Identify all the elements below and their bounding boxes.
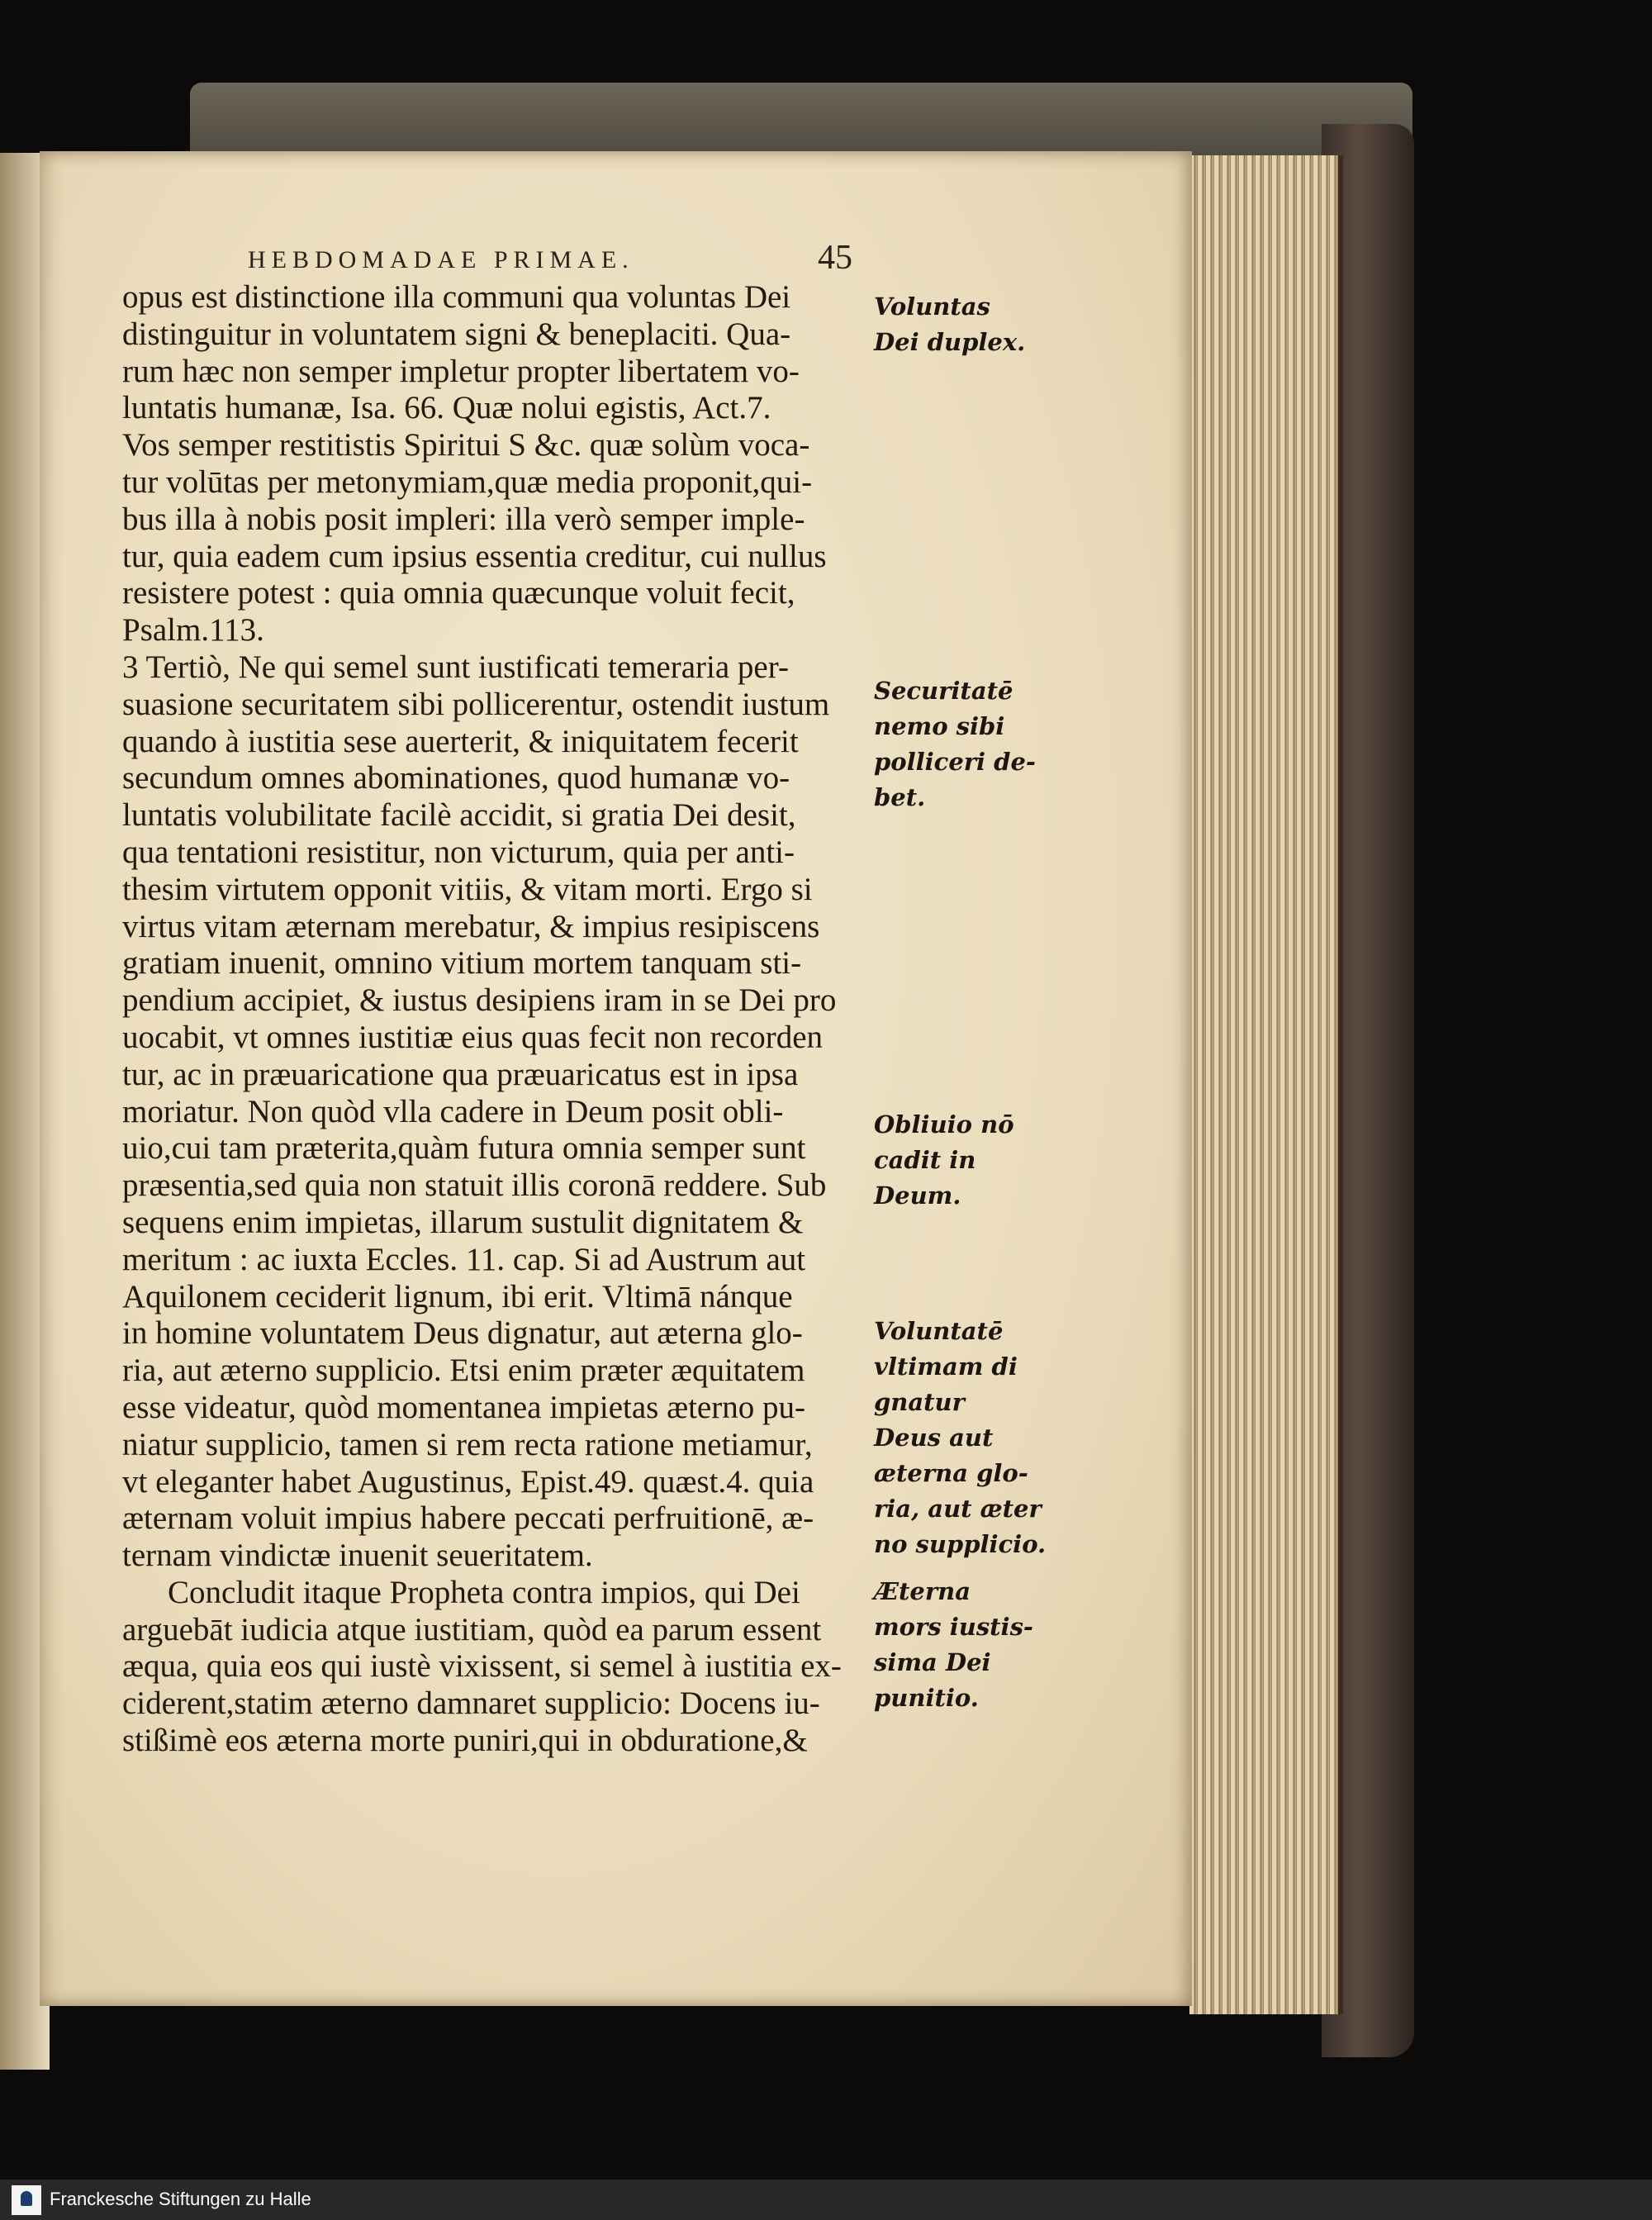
margin-note-line: Voluntas: [874, 292, 990, 321]
margin-note-line: ria, aut æter: [874, 1495, 1042, 1523]
margin-note-line: cadit in: [874, 1146, 976, 1174]
text-line: æternam voluit impius habere peccati perfruitionē, æ-: [122, 1500, 814, 1537]
text-line: distinguitur in voluntatem signi & beneplaciti. Qua-: [122, 316, 791, 352]
margin-note-line: mors iustis-: [874, 1613, 1033, 1641]
text-line: pendium accipiet, & iustus desipiens iram in se Dei pro: [122, 982, 837, 1019]
text-line: gratiam inuenit, omnino vitium mortem tanquam sti-: [122, 945, 802, 982]
text-line: arguebāt iudicia atque iustitiam, quòd ea parum essent: [122, 1611, 822, 1647]
text-line: quando à iustitia sese auerterit, & iniquitatem fecerit: [122, 723, 799, 759]
text-line: meritum : ac iuxta Eccles. 11. cap. Si ad Austrum aut: [122, 1241, 806, 1277]
margin-note-line: punitio.: [874, 1684, 979, 1712]
margin-note-securitas: [874, 673, 1036, 815]
margin-note-line: gnatur: [874, 1388, 965, 1416]
margin-note-line: bet.: [874, 783, 926, 811]
text-line: qua tentationi resistitur, non victurum, quia per anti-: [122, 834, 795, 870]
margin-note-aeterna: [874, 1574, 1033, 1716]
text-line: ternam vindictæ inuenit seueritatem.: [122, 1538, 593, 1574]
text-line: æqua, quia eos qui iustè vixissent, si semel à iustitia ex-: [122, 1648, 842, 1685]
text-line: sequens enim impietas, illarum sustulit dignitatem &: [122, 1204, 804, 1240]
margin-note-line: Voluntatē: [874, 1317, 1004, 1345]
text-line: Concludit itaque Propheta contra impios, qui Dei: [168, 1574, 800, 1610]
text-line: tur volūtas per metonymiam,quæ media proponit,qui-: [122, 463, 813, 500]
text-line: Vos semper restitistis Spiritui S &c. quæ solùm voca-: [122, 427, 810, 463]
margin-note-line: Dei duplex.: [874, 328, 1026, 356]
text-line: uio,cui tam præterita,quàm futura omnia semper sunt: [122, 1130, 806, 1167]
margin-note-voluntatem: [874, 1314, 1047, 1562]
page-number: 45: [818, 239, 852, 277]
text-line: thesim virtutem opponit vitiis, & vitam morti. Ergo si: [122, 871, 813, 907]
text-line: in homine voluntatem Deus dignatur, aut æterna glo-: [122, 1315, 803, 1352]
text-line: niatur supplicio, tamen si rem recta ratione metiamur,: [122, 1426, 813, 1462]
text-line: stißimè eos æterna morte puniri,qui in obduratione,&: [122, 1723, 808, 1759]
text-line: esse videatur, quòd momentanea impietas æterno pu-: [122, 1389, 805, 1425]
text-line: tur, ac in præuaricatione qua præuaricatus est in ipsa: [122, 1056, 799, 1092]
text-line: tur, quia eadem cum ipsius essentia creditur, cui nullus: [122, 538, 827, 574]
text-line: luntatis volubilitate facilè accidit, si gratia Dei desit,: [122, 797, 796, 834]
margin-note-line: Deus aut: [874, 1424, 994, 1452]
text-line: bus illa à nobis posit impleri: illa verò semper imple-: [122, 501, 805, 537]
text-line: vt eleganter habet Augustinus, Epist.49. quæst.4. quia: [122, 1463, 814, 1500]
text-line: rum hæc non semper impletur propter libertatem vo-: [122, 353, 800, 389]
running-head: HEBDOMADAE PRIMAE.: [248, 246, 634, 273]
text-line: suasione securitatem sibi pollicerentur, ostendit iustum: [122, 686, 830, 722]
text-line: secundum omnes abominationes, quod humanæ vo-: [122, 760, 790, 796]
book-cover-top: [190, 83, 1412, 157]
footer-institution: Franckesche Stiftungen zu Halle: [50, 2189, 311, 2209]
text-line: ria, aut æterno supplicio. Etsi enim præter æquitatem: [122, 1352, 805, 1389]
text-line: luntatis humanæ, Isa. 66. Quæ nolui egistis, Act.7.: [122, 390, 771, 426]
margin-note-line: sima Dei: [874, 1648, 991, 1676]
margin-note-line: no supplicio.: [874, 1530, 1047, 1558]
margin-note-line: Obliuio nō: [874, 1110, 1014, 1139]
margin-note-line: Æterna: [874, 1577, 971, 1605]
text-line: moriatur. Non quòd vlla cadere in Deum posit obli-: [122, 1093, 784, 1129]
text-line: uocabit, vt omnes iustitiæ eius quas fecit non recorden: [122, 1019, 824, 1055]
text-line: resistere potest : quia omnia quæcunque voluit fecit,: [122, 575, 795, 611]
margin-note-line: polliceri de-: [874, 748, 1036, 776]
margin-note-line: Securitatē: [874, 677, 1014, 705]
margin-note-voluntas: [874, 289, 1026, 360]
body-text: [122, 279, 866, 1760]
text-line: opus est distinctione illa communi qua voluntas Dei: [122, 279, 791, 315]
margin-note-line: vltimam di: [874, 1352, 1018, 1381]
margin-note-line: nemo sibi: [874, 712, 1005, 740]
text-line: præsentia,sed quia non statuit illis coronā reddere. Sub: [122, 1167, 827, 1204]
institution-logo-icon: [12, 2185, 41, 2215]
margin-note-line: Deum.: [874, 1181, 961, 1210]
margin-note-obliuio: [874, 1107, 1023, 1214]
margin-note-line: æterna glo-: [874, 1459, 1028, 1487]
text-line: ciderent,statim æterno damnaret supplicio: Docens iu-: [122, 1685, 820, 1722]
text-line: 3 Tertiò, Ne qui semel sunt iustificati temeraria per-: [122, 649, 789, 685]
text-line: virtus vitam æternam merebatur, & impius resipiscens: [122, 908, 820, 944]
page-edges: [1189, 155, 1343, 2014]
text-line: Aquilonem ceciderit lignum, ibi erit. Vltimā nánque: [122, 1278, 793, 1314]
text-line: Psalm.113.: [122, 612, 264, 649]
